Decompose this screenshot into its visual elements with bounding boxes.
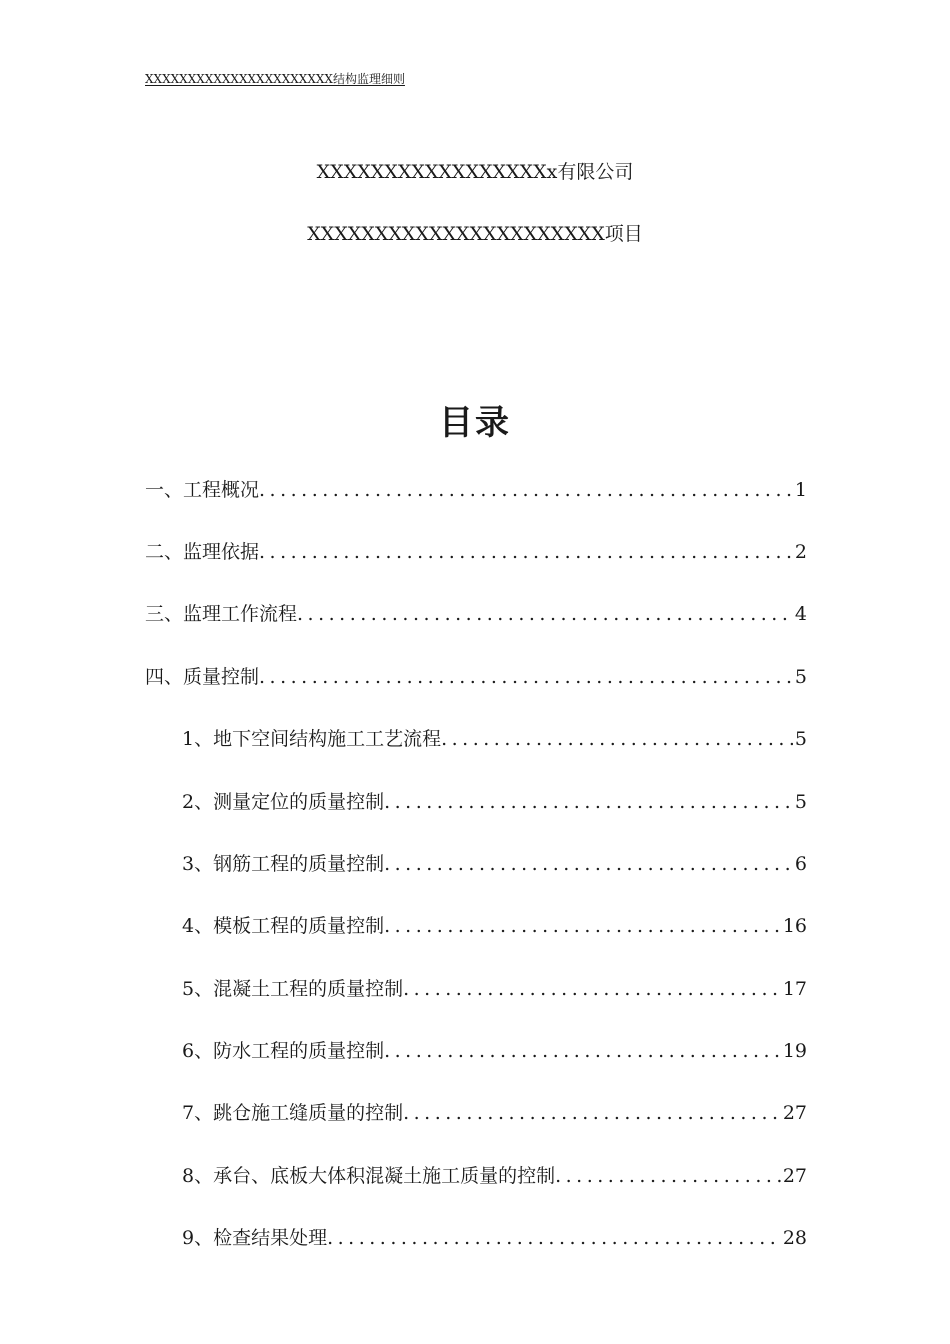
toc-entry-page: 4 [794, 603, 807, 625]
toc-entry[interactable] [182, 975, 807, 1003]
toc-entry-label: 2、测量定位的质量控制 [182, 791, 385, 813]
toc-entry-label: 二、监理依据 [145, 541, 260, 563]
running-header: XXXXXXXXXXXXXXXXXXXXXX结构监理细则 [145, 72, 405, 86]
toc-entry-page: 17 [782, 978, 807, 1000]
toc-entry-page: 19 [782, 1040, 807, 1062]
toc-entry-page: 5 [794, 791, 807, 813]
toc-entry-label: 1、地下空间结构施工工艺流程 [182, 728, 442, 750]
toc-entry-label: 三、监理工作流程 [145, 603, 298, 625]
toc-entry[interactable] [182, 850, 807, 878]
dot-leader [297, 600, 793, 628]
dot-leader [403, 975, 781, 1003]
toc-entry-label: 四、质量控制 [145, 666, 260, 688]
toc-entry[interactable] [145, 600, 807, 628]
toc-entry[interactable] [145, 538, 807, 566]
toc-entry[interactable] [182, 912, 807, 940]
dot-leader [259, 476, 793, 504]
toc-entry-page: 5 [794, 666, 807, 688]
toc-entry[interactable] [182, 1162, 807, 1190]
dot-leader [384, 850, 793, 878]
toc-entry-page: 6 [794, 853, 807, 875]
dot-leader [259, 663, 793, 691]
toc-entry-label: 6、防水工程的质量控制 [182, 1040, 385, 1062]
toc-entry-page: 27 [782, 1102, 807, 1124]
dot-leader [384, 912, 781, 940]
project-name: XXXXXXXXXXXXXXXXXXXXXX项目 [307, 223, 643, 245]
dot-leader [441, 725, 793, 753]
dot-leader [384, 788, 793, 816]
toc-entry[interactable] [145, 476, 807, 504]
company-name: XXXXXXXXXXXXXXXXXx有限公司 [316, 161, 634, 183]
toc-entry-label: 一、工程概况 [145, 479, 260, 501]
toc-entry[interactable] [182, 1099, 807, 1127]
toc-title: 目录 [439, 403, 511, 443]
toc-entry-page: 5 [794, 728, 807, 750]
toc-entry[interactable] [182, 1037, 807, 1065]
toc-entry-label: 5、混凝土工程的质量控制 [182, 978, 404, 1000]
toc-entry[interactable] [145, 663, 807, 691]
toc-entry-page: 1 [794, 479, 807, 501]
dot-leader [555, 1162, 781, 1190]
toc-entry-page: 16 [782, 915, 807, 937]
toc-entry-label: 3、钢筋工程的质量控制 [182, 853, 385, 875]
toc-entry-label: 4、模板工程的质量控制 [182, 915, 385, 937]
toc-entry[interactable] [182, 788, 807, 816]
toc-entry-label: 8、承台、底板大体积混凝土施工质量的控制 [182, 1165, 556, 1187]
dot-leader [384, 1037, 781, 1065]
toc-entry[interactable] [182, 725, 807, 753]
dot-leader [327, 1224, 781, 1252]
toc-entry-label: 9、检查结果处理 [182, 1227, 328, 1249]
toc-entry-page: 27 [782, 1165, 807, 1187]
toc-entry-page: 28 [782, 1227, 807, 1249]
toc-entry[interactable] [182, 1224, 807, 1252]
dot-leader [403, 1099, 781, 1127]
dot-leader [259, 538, 793, 566]
toc-entry-page: 2 [794, 541, 807, 563]
toc-entry-label: 7、跳仓施工缝质量的控制 [182, 1102, 404, 1124]
